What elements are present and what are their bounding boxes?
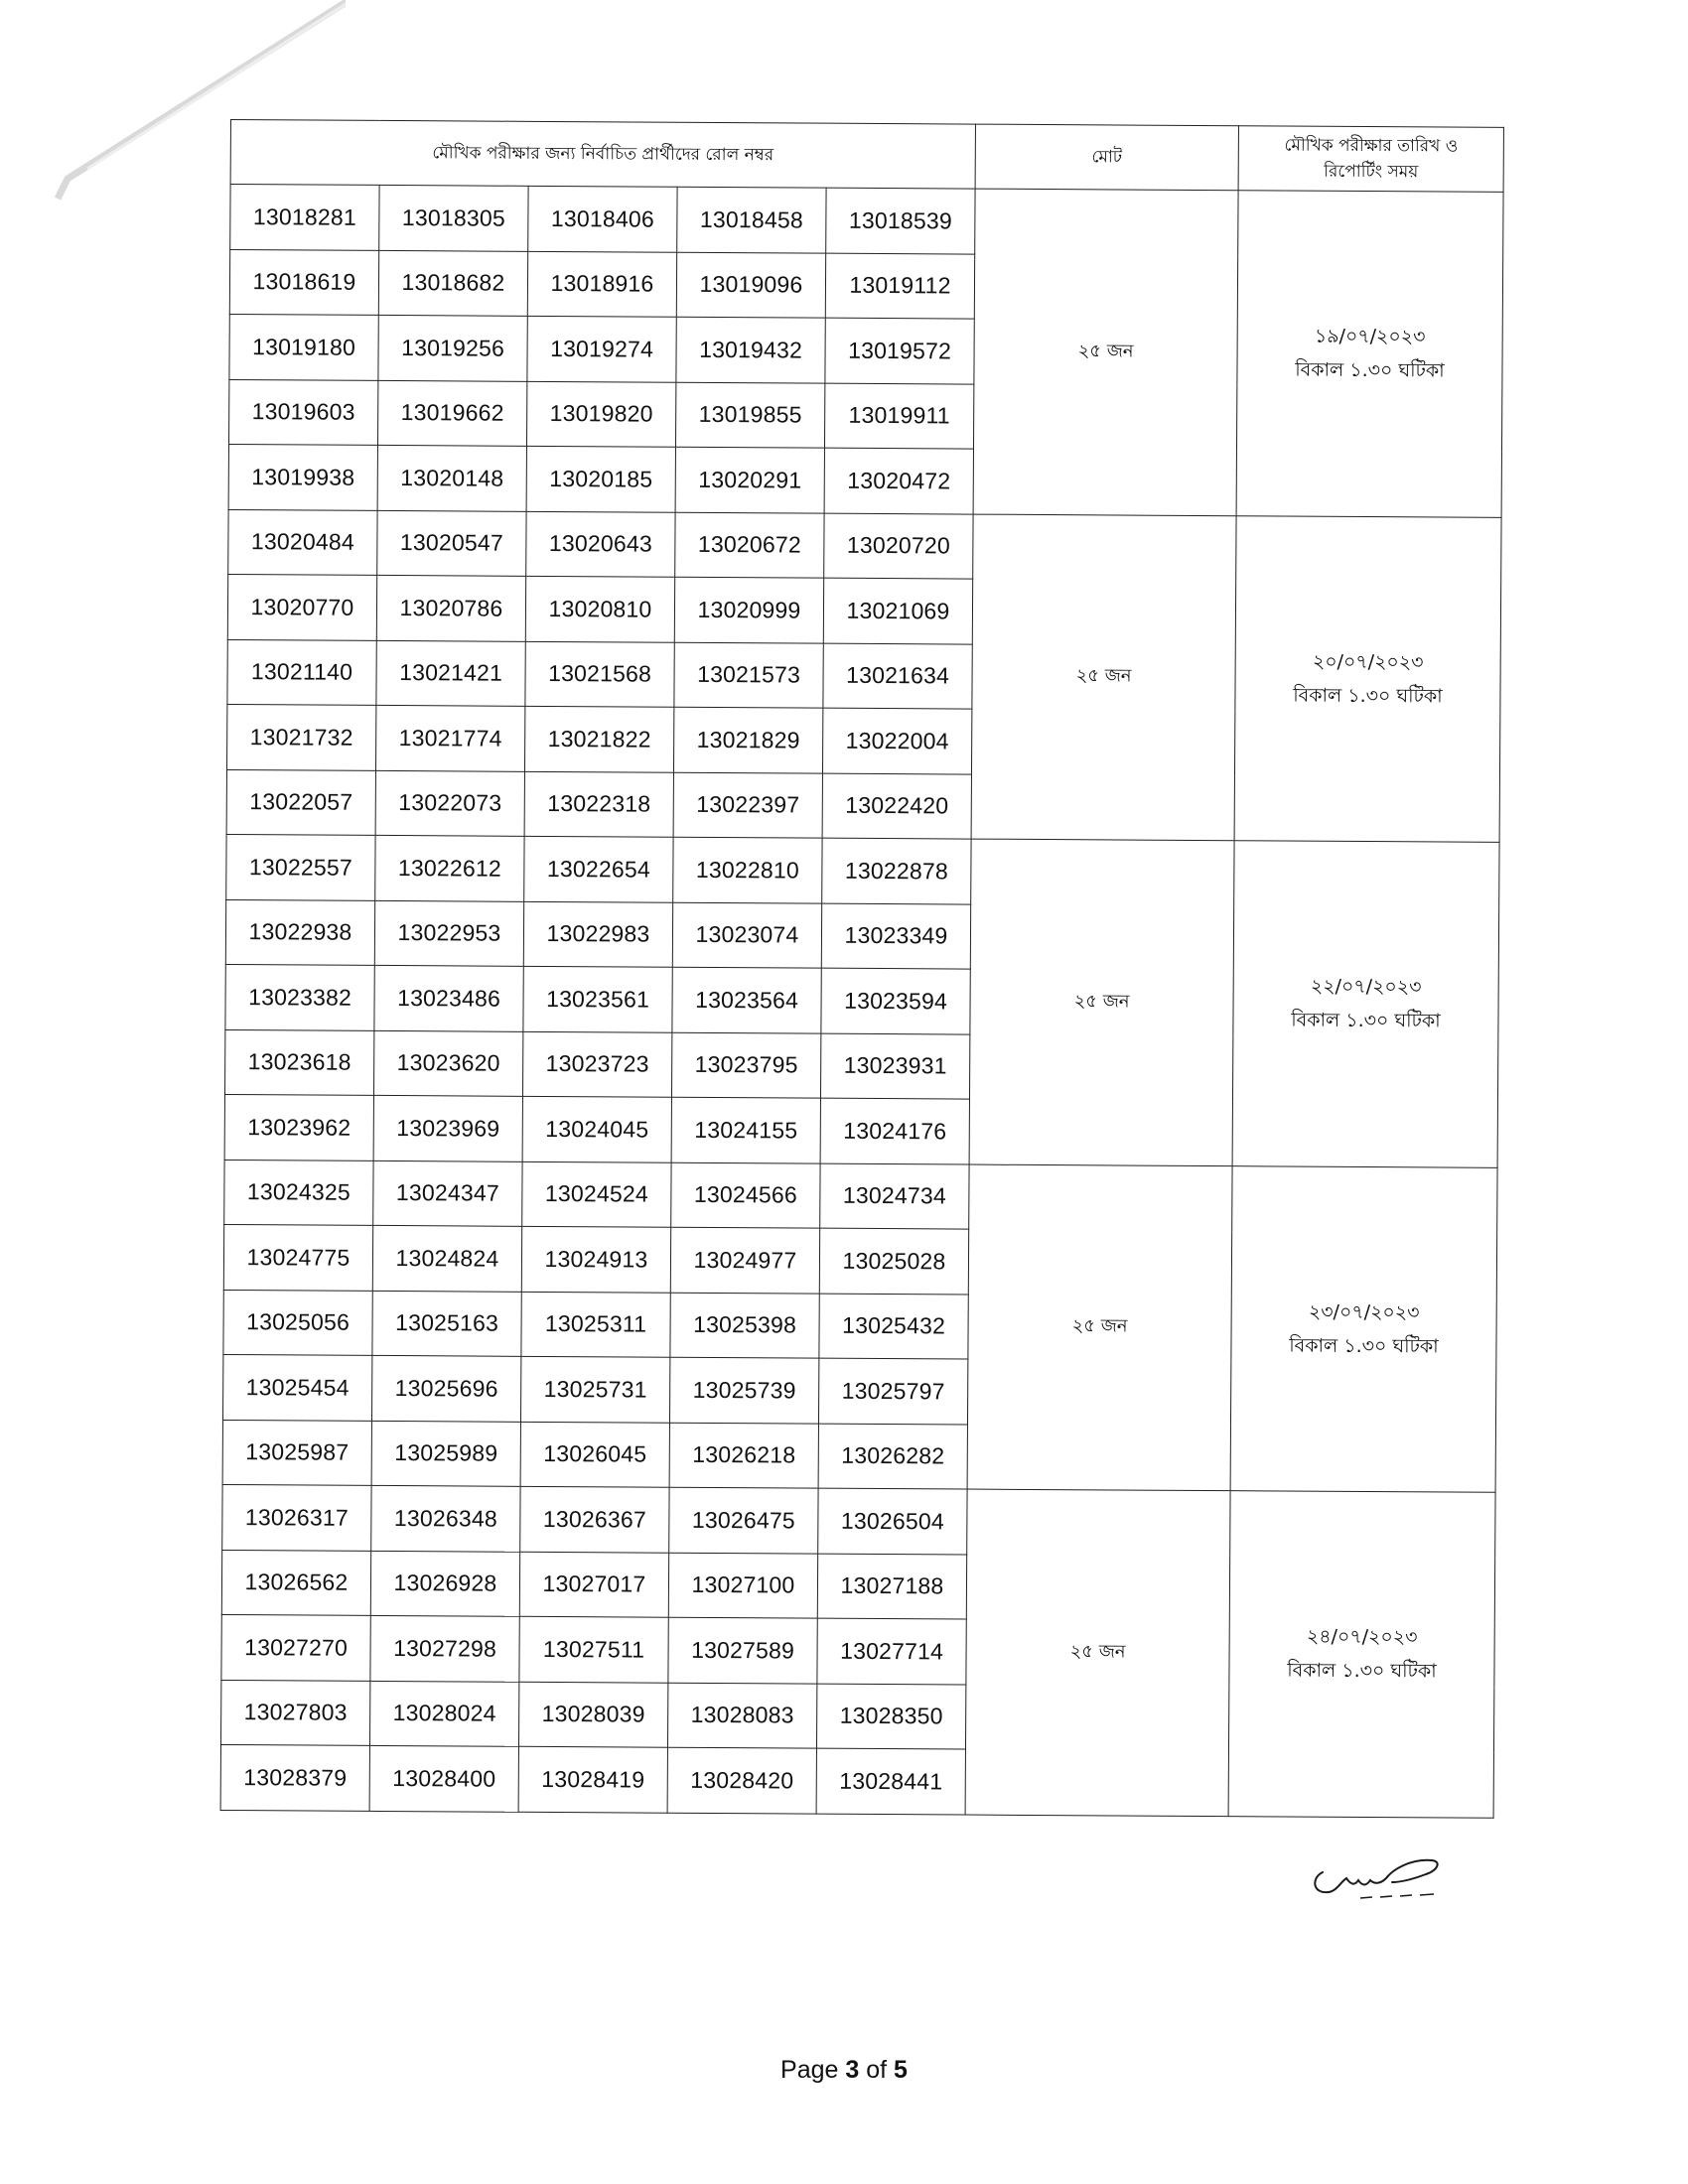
roll-number-cell: 13019855 — [675, 382, 824, 448]
roll-number-cell: 13025432 — [819, 1294, 968, 1359]
roll-number-cell: 13021822 — [524, 706, 673, 771]
roll-number-cell: 13028441 — [816, 1748, 965, 1814]
roll-number-cell: 13020185 — [526, 446, 675, 511]
roll-number-cell: 13020472 — [824, 448, 973, 513]
roll-number-cell: 13027100 — [668, 1553, 817, 1618]
interview-date: ২৩/০৭/২০২৩ — [1308, 1300, 1420, 1324]
roll-number-cell: 13025028 — [819, 1228, 968, 1294]
roll-number-cell: 13023795 — [671, 1032, 820, 1098]
roll-number-cell: 13021732 — [226, 704, 375, 769]
interview-date: ২২/০৭/২০২৩ — [1310, 975, 1422, 999]
roll-number-cell: 13022810 — [673, 837, 822, 902]
roll-number-cell: 13023931 — [820, 1033, 969, 1099]
reporting-time: বিকাল ১.৩০ ঘটিকা — [1295, 358, 1445, 382]
roll-number-cell: 13024347 — [373, 1160, 522, 1226]
roll-number-cell: 13026928 — [370, 1551, 519, 1616]
roll-number-cell: 13019603 — [228, 379, 377, 445]
group-total-cell: ২৫ জন — [973, 189, 1238, 515]
roll-number-cell: 13023594 — [821, 968, 970, 1033]
group-schedule-cell — [1230, 1165, 1497, 1492]
roll-number-cell: 13021568 — [525, 641, 674, 707]
roll-number-cell: 13025731 — [520, 1356, 669, 1422]
roll-number-cell: 13022983 — [523, 901, 672, 967]
roll-number-cell: 13027511 — [519, 1616, 668, 1682]
roll-number-cell: 13018281 — [230, 185, 379, 250]
table-row — [230, 185, 1503, 257]
roll-number-cell: 13023561 — [523, 966, 672, 1031]
roll-number-cell: 13028024 — [369, 1681, 518, 1746]
roll-number-cell: 13021140 — [227, 639, 376, 705]
group-schedule-cell — [1236, 191, 1503, 517]
roll-number-cell: 13028379 — [220, 1744, 369, 1810]
roll-number-cell: 13018406 — [528, 186, 677, 251]
table-header-row — [230, 120, 1503, 193]
roll-number-cell: 13027589 — [668, 1617, 817, 1683]
roll-number-cell: 13019096 — [676, 252, 825, 318]
group-total-cell: ২৫ জন — [971, 514, 1236, 841]
roll-number-cell: 13019180 — [229, 314, 378, 379]
roll-number-cell: 13020643 — [526, 511, 675, 577]
roll-number-cell: 13018458 — [677, 187, 826, 252]
roll-number-cell: 13024913 — [521, 1226, 670, 1292]
roll-number-cell: 13025696 — [371, 1355, 520, 1421]
total-pages: 5 — [894, 2056, 908, 2084]
roll-number-cell: 13020547 — [377, 510, 526, 576]
roll-number-cell: 13027714 — [817, 1618, 966, 1684]
total-header: মোট — [975, 124, 1238, 191]
roll-number-cell: 13026045 — [520, 1422, 669, 1487]
roll-number-cell: 13022420 — [822, 773, 971, 839]
roll-number-cell: 13024045 — [522, 1096, 671, 1161]
reporting-time: বিকাল ১.৩০ ঘটিকা — [1293, 684, 1443, 708]
roll-number-cell: 13025398 — [670, 1293, 819, 1358]
roll-number-cell: 13024524 — [522, 1161, 671, 1227]
group-schedule-cell — [1232, 841, 1499, 1167]
roll-number-cell: 13024775 — [223, 1224, 372, 1290]
roll-number-cell: 13026562 — [221, 1550, 370, 1615]
roll-number-cell: 13026317 — [222, 1484, 371, 1550]
roll-number-cell: 13022318 — [524, 771, 673, 837]
roll-number-cell: 13023962 — [224, 1094, 373, 1160]
roll-number-cell: 13025311 — [521, 1292, 670, 1357]
roll-number-cell: 13021829 — [673, 707, 822, 772]
roll-number-cell: 13023382 — [225, 964, 374, 1029]
roll-number-cell: 13019662 — [377, 380, 526, 446]
roll-number-cell: 13025454 — [222, 1354, 371, 1420]
roll-number-cell: 13024325 — [224, 1160, 373, 1225]
roll-number-cell: 13022953 — [374, 900, 523, 966]
interview-date: ১৯/০৭/২০২৩ — [1314, 325, 1426, 348]
reporting-time: বিকাল ১.৩০ ঘটিকা — [1287, 1659, 1437, 1683]
page-number — [0, 2056, 1688, 2085]
roll-number-cell: 13025056 — [223, 1290, 372, 1355]
roll-number-cell: 13019256 — [378, 315, 527, 380]
roll-number-cell: 13024824 — [372, 1225, 521, 1291]
roll-number-cell: 13027298 — [370, 1615, 519, 1681]
roll-number-cell: 13024734 — [820, 1163, 969, 1229]
signature — [1301, 1848, 1479, 1908]
roll-number-cell: 13027270 — [221, 1614, 370, 1680]
roll-number-cell: 13022654 — [524, 836, 673, 901]
roll-number-cell: 13028419 — [518, 1746, 667, 1812]
table-row — [226, 834, 1499, 906]
roll-number-cell: 13022004 — [822, 708, 971, 773]
roll-number-cell: 13026367 — [520, 1486, 669, 1552]
roll-number-cell: 13023486 — [374, 965, 523, 1030]
roll-number-cell: 13027188 — [817, 1554, 966, 1619]
table-body — [220, 185, 1503, 1818]
roll-number-cell: 13023349 — [821, 903, 970, 969]
roll-number-cell: 13019572 — [825, 318, 974, 383]
roll-number-cell: 13020999 — [674, 577, 823, 642]
interview-date: ২০/০৭/২০২৩ — [1312, 650, 1424, 674]
roll-number-cell: 13022938 — [225, 899, 374, 965]
roll-number-cell: 13023620 — [373, 1030, 522, 1096]
roll-number-cell: 13021573 — [674, 642, 823, 708]
roll-number-cell: 13020770 — [227, 574, 376, 639]
roll-number-cell: 13025739 — [669, 1357, 818, 1423]
roll-number-cell: 13025163 — [372, 1291, 521, 1356]
roll-number-cell: 13020291 — [675, 447, 824, 512]
roll-number-cell: 13022612 — [375, 835, 524, 900]
roll-number-cell: 13022057 — [226, 769, 375, 835]
roll-number-cell: 13018916 — [527, 251, 676, 317]
roll-number-cell: 13024176 — [820, 1098, 969, 1163]
roll-number-cell: 13022878 — [822, 838, 971, 903]
roll-number-cell: 13023969 — [373, 1095, 522, 1160]
group-total-cell: ২৫ জন — [969, 839, 1234, 1165]
group-total-cell: ২৫ জন — [965, 1489, 1230, 1816]
roll-number-cell: 13023564 — [672, 967, 821, 1032]
roll-number-cell: 13020720 — [824, 513, 973, 579]
roll-number-cell: 13019820 — [526, 381, 675, 447]
interview-roll-table — [220, 119, 1504, 1818]
roll-number-cell: 13021774 — [375, 705, 524, 770]
table-row — [228, 509, 1501, 582]
roll-number-cell: 13026475 — [669, 1487, 818, 1553]
roll-number-cell: 13026504 — [818, 1488, 967, 1554]
roll-number-cell: 13024155 — [671, 1097, 820, 1162]
roll-number-cell: 13026348 — [371, 1485, 520, 1551]
roll-number-cell: 13020484 — [228, 509, 377, 575]
roll-number-cell: 13022557 — [226, 834, 375, 899]
roll-number-cell: 13021069 — [823, 578, 972, 643]
roll-number-cell: 13027803 — [220, 1680, 369, 1745]
group-schedule-cell — [1228, 1491, 1495, 1818]
roll-numbers-header: মৌখিক পরীক্ষার জন্য নির্বাচিত প্রার্থীদের রোল নম্বর — [230, 120, 975, 190]
roll-number-cell: 13020148 — [377, 445, 526, 510]
roll-number-cell: 13028420 — [667, 1747, 816, 1813]
roll-number-cell: 13021421 — [376, 640, 525, 706]
roll-number-cell: 13019911 — [824, 383, 973, 449]
roll-number-cell: 13022397 — [673, 772, 822, 838]
schedule-header: মৌখিক পরীক্ষার তারিখ ও রিপোর্টিং সময় — [1238, 126, 1503, 193]
roll-number-cell: 13028039 — [518, 1682, 667, 1747]
roll-number-cell: 13019432 — [676, 317, 825, 382]
roll-number-cell: 13025987 — [222, 1420, 371, 1485]
roll-number-cell: 13023723 — [522, 1031, 671, 1097]
table-row — [222, 1484, 1495, 1557]
roll-number-cell: 13019274 — [527, 316, 676, 381]
roll-number-cell: 13023074 — [672, 902, 821, 968]
roll-number-cell: 13028350 — [816, 1684, 965, 1749]
interview-date: ২৪/০৭/২০২৩ — [1306, 1625, 1418, 1649]
roll-number-cell: 13028400 — [369, 1745, 518, 1811]
roll-number-cell: 13021634 — [823, 643, 972, 709]
roll-number-cell: 13020786 — [376, 575, 525, 640]
roll-number-cell: 13024977 — [670, 1227, 819, 1293]
roll-number-cell: 13028083 — [667, 1683, 816, 1748]
roll-number-cell: 13027017 — [519, 1552, 668, 1617]
table-row — [224, 1160, 1497, 1232]
roll-number-cell: 13026282 — [818, 1424, 967, 1489]
roll-number-cell: 13023618 — [224, 1029, 373, 1095]
roll-number-cell: 13025989 — [371, 1421, 520, 1486]
reporting-time: বিকাল ১.৩০ ঘটিকা — [1291, 1009, 1441, 1032]
roll-number-cell: 13022073 — [375, 770, 524, 836]
page-of: of — [859, 2056, 895, 2084]
roll-number-cell: 13019112 — [825, 253, 974, 319]
roll-number-cell: 13018682 — [378, 250, 527, 316]
roll-number-cell: 13020810 — [525, 576, 674, 641]
reporting-time: বিকাল ১.৩০ ঘটিকা — [1289, 1334, 1439, 1358]
page-prefix: Page — [780, 2056, 846, 2084]
group-schedule-cell — [1234, 515, 1501, 842]
current-page: 3 — [845, 2056, 860, 2084]
roll-number-cell: 13018539 — [826, 188, 975, 253]
roll-number-cell: 13019938 — [228, 444, 377, 509]
roll-number-cell: 13025797 — [818, 1358, 967, 1424]
roll-number-cell: 13018619 — [229, 249, 378, 315]
roll-number-cell: 13020672 — [675, 512, 824, 578]
roll-number-cell: 13024566 — [671, 1162, 820, 1228]
group-total-cell: ২৫ জন — [967, 1164, 1232, 1491]
roll-number-cell: 13026218 — [669, 1423, 818, 1488]
roll-number-cell: 13018305 — [379, 185, 528, 250]
